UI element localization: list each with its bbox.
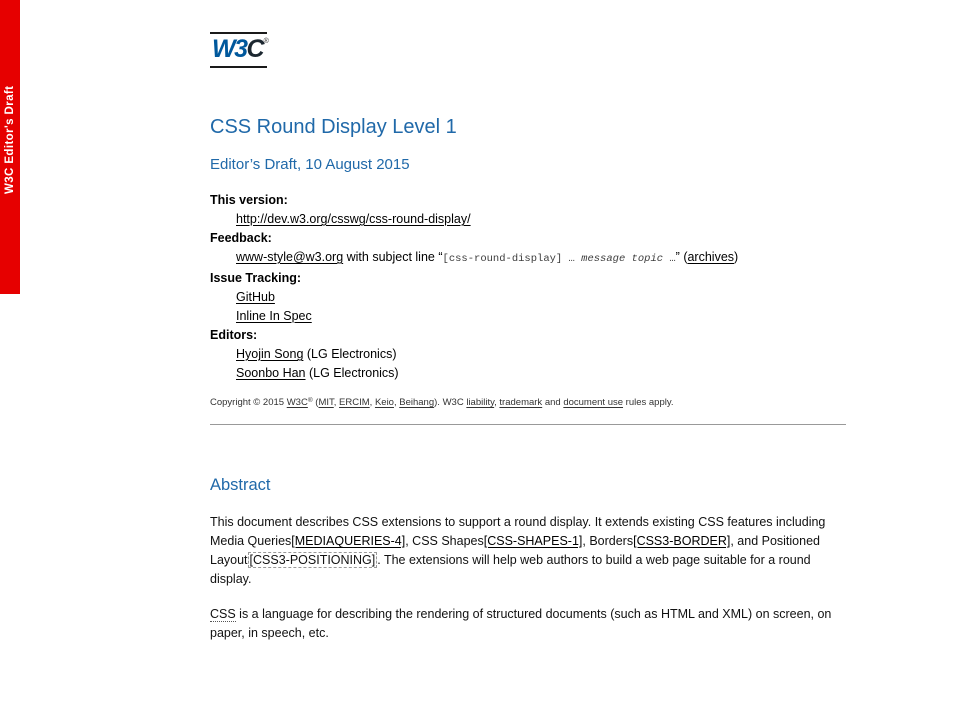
feedback-quote-close: ” [675,250,680,264]
copyright-text: , [333,397,340,408]
header-divider [210,424,846,425]
beihang-link[interactable]: Beihang [399,397,435,408]
copyright-text: , [494,397,500,408]
keio-link[interactable]: Keio [374,397,394,408]
mit-link[interactable]: MIT [318,397,334,408]
css3-border-ref-link[interactable]: [CSS3-BORDER] [633,534,731,548]
copyright-text: rules apply. [623,397,674,408]
css3-positioning-ref-link[interactable]: [CSS3-POSITIONING] [249,553,376,567]
issue-tracking-item [236,288,846,307]
abstract-text: , CSS Shapes [405,534,484,548]
feedback-text: with subject line “ [343,250,443,264]
page-title: CSS Round Display Level 1 [210,116,457,138]
css-shapes-1-ref-link[interactable]: [CSS-SHAPES-1] [483,534,583,548]
inline-in-spec-link[interactable]: Inline In Spec [236,309,312,323]
document-use-link[interactable]: document use [563,397,624,408]
feedback-subject-code: [css-round-display] … [442,253,582,265]
w3c-logo-c: C [246,35,264,63]
w3c-logo-w3: W3 [212,35,247,63]
copyright-notice [210,395,846,409]
this-version-label: This version: [210,193,288,207]
copyright-text: and [542,397,564,408]
editors-draft-ribbon-label: W3C Editor's Draft [4,85,16,194]
github-link[interactable]: GitHub [236,290,275,304]
this-version-value [236,210,846,229]
feedback-label: Feedback: [210,231,272,245]
copyright-text: , [393,397,400,408]
feedback-paren-open: ( [679,250,688,264]
issue-tracking-item [236,307,846,326]
editors-label: Editors: [210,328,258,342]
archives-link[interactable]: archives [687,250,735,264]
abstract-text: This document describes CSS extensions to support a round display. It extends existing CSS features including Media Queries [210,515,826,548]
editor-affiliation: (LG Electronics) [303,347,397,361]
editor-affiliation: (LG Electronics) [305,366,399,380]
abstract-text: , Borders [582,534,634,548]
abstract-heading: Abstract [210,476,271,494]
editor-entry [236,364,846,383]
copyright-text: , [369,397,375,408]
issue-tracking-label: Issue Tracking: [210,271,302,285]
w3c-logo[interactable] [210,32,267,68]
w3c-logo-registered-mark: ® [263,38,269,45]
feedback-email-link[interactable]: www-style@w3.org [236,250,344,264]
abstract-text: , and Positioned Layout [210,534,820,567]
mediaqueries-4-ref-link[interactable]: [MEDIAQUERIES-4] [291,534,406,548]
feedback-subject-tail: … [663,253,676,265]
copyright-text: Copyright © 2015 [210,397,287,408]
abstract-paragraph [210,513,846,589]
document-content [210,0,846,643]
editors-draft-ribbon [0,0,20,294]
trademark-link[interactable]: trademark [499,397,543,408]
editor-entry [236,345,846,364]
abstract-text: is a language for describing the rendering of structured documents (such as HTML and XML) on screen, on paper, in speech, etc. [210,607,832,640]
editor-link-hyojin-song[interactable]: Hyojin Song [236,347,304,361]
editor-link-soonbo-han[interactable]: Soonbo Han [236,366,306,380]
feedback-paren-close: ) [734,250,739,264]
liability-link[interactable]: liability [466,397,495,408]
css-term-link[interactable]: CSS [210,607,236,621]
document-status-date: Editor’s Draft, 10 August 2015 [210,156,410,173]
feedback-value [236,248,846,269]
copyright-registered-mark: ® [307,397,313,404]
abstract-text: . The extensions will help web authors to build a web page suitable for a round display. [210,553,811,586]
ercim-link[interactable]: ERCIM [339,397,370,408]
copyright-text: ( [312,397,319,408]
feedback-subject-topic: message topic [581,253,664,265]
document-metadata [210,191,846,383]
this-version-link[interactable]: http://dev.w3.org/csswg/css-round-display/ [236,212,471,226]
w3c-link[interactable]: W3C [286,397,308,408]
css-description-paragraph [210,605,846,643]
copyright-text: ). W3C [434,397,467,408]
